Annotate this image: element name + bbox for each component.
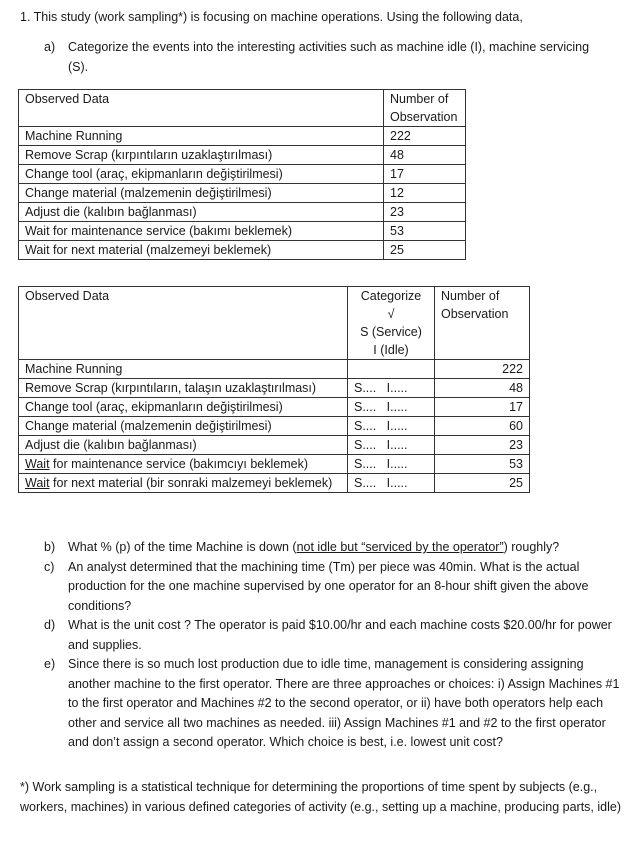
row-label: Change tool (araç, ekipmanların değiştirilmesi) [19,398,348,417]
question-1-intro: 1. This study (work sampling*) is focusing on machine operations. Using the following data, [20,10,523,24]
table-row [19,127,466,146]
table-header-row [19,90,466,127]
header-observed-data: Observed Data [19,287,348,360]
row-value: 23 [435,436,530,455]
row-label: Machine Running [19,360,348,379]
row-label: Remove Scrap (kırpıntıların uzaklaştırılması) [19,146,384,165]
idle-mark: I..... [386,419,408,433]
observation-table-1 [18,89,466,260]
table-row [19,184,466,203]
question-c-text: An analyst determined that the machining time (Tm) per piece was 40min. What is the actual production for the one machine supervised by one operator for an 8-hour shift given the above conditions? [68,559,589,613]
idle-mark: I..... [386,381,408,395]
service-mark: S.... [354,381,377,395]
row-value: 53 [435,455,530,474]
service-mark: S.... [354,438,377,452]
row-value: 48 [435,379,530,398]
row-label: Change material (malzemenin değiştirilmesi) [19,184,384,203]
row-label: Wait for next material (malzemeyi beklemek) [19,241,384,260]
question-d-text: What is the unit cost ? The operator is paid $10.00/hr and each machine costs $20.00/hr for power and supplies. [68,618,612,652]
header-number-of-observation: Number of Observation [435,287,530,360]
question-e-label: e) [44,657,56,671]
row-label: Remove Scrap (kırpıntıların, talaşın uzaklaştırılması) [19,379,348,398]
row-value: 12 [384,184,466,203]
table-row [19,417,530,436]
header-observed-data: Observed Data [19,90,384,127]
question-d-label: d) [44,618,56,632]
table-row [19,165,466,184]
table-row [19,360,530,379]
question-b-text-pre: What % (p) of the time Machine is down ( [68,540,297,554]
row-label: Machine Running [19,127,384,146]
table-header-row [19,287,530,360]
row-value: 48 [384,146,466,165]
row-label-rest: for next material (bir sonraki malzemeyi beklemek) [49,476,333,490]
table-row [19,203,466,222]
row-value: 25 [384,241,466,260]
header-idle: I (Idle) [373,343,409,357]
row-category [348,417,435,436]
row-value: 23 [384,203,466,222]
question-b-text-post: ) roughly? [503,540,560,554]
row-category [348,436,435,455]
question-e [44,655,629,753]
row-category [348,360,435,379]
row-value: 25 [435,474,530,493]
idle-mark: I..... [386,438,408,452]
header-categorize [348,287,435,360]
questions-list [44,538,629,753]
row-value: 17 [435,398,530,417]
observation-table-2 [18,286,530,493]
table-row [19,241,466,260]
row-label-underlined: Wait [25,476,50,490]
row-label: Change material (malzemenin değiştirilmesi) [19,417,348,436]
question-a-text: Categorize the events into the interesting activities such as machine idle (I), machine servicing (S). [68,40,590,74]
table-row [19,455,530,474]
question-e-text: Since there is so much lost production due to idle time, management is considering assigning another machine to the first operator. There are three approaches or choices: i) Assign Machines #1 to the first operator and Machines #2 to the second operator, or ii) have both operators help each other and service all two machines as needed. iii) Assign Machines #1 and #2 to the first operator and don’t assign a second operator. Which choice is best, i.e. lowest unit cost? [68,657,620,749]
row-category [348,474,435,493]
table-row [19,222,466,241]
row-value: 222 [435,360,530,379]
question-b [44,538,629,558]
service-mark: S.... [354,400,377,414]
row-label-rest: for maintenance service (bakımcıyı beklemek) [49,457,308,471]
service-mark: S.... [354,476,377,490]
row-category [348,398,435,417]
question-a-label: a) [44,40,56,54]
question-b-text-underlined: not idle but “serviced by the operator” [296,540,504,554]
row-label: Change tool (araç, ekipmanların değiştirilmesi) [19,165,384,184]
question-c-label: c) [44,559,55,574]
row-category [348,379,435,398]
table-row [19,379,530,398]
row-value: 222 [384,127,466,146]
idle-mark: I..... [386,457,408,471]
header-number-of-observation: Number of Observation [384,90,466,127]
row-value: 60 [435,417,530,436]
question-a [44,38,604,77]
idle-mark: I..... [386,400,408,414]
row-label [19,474,348,493]
service-mark: S.... [354,457,377,471]
row-label: Wait for maintenance service (bakımı beklemek) [19,222,384,241]
service-mark: S.... [354,419,377,433]
row-value: 17 [384,165,466,184]
question-d [44,616,629,655]
header-categorize-label: Categorize [360,289,422,303]
table-row [19,436,530,455]
row-value: 53 [384,222,466,241]
question-c [44,558,629,617]
table-row [19,398,530,417]
row-label [19,455,348,474]
check-icon: √ [387,307,395,321]
question-b-label: b) [44,540,56,554]
header-service: S (Service) [360,325,422,339]
row-category [348,455,435,474]
footnote: *) Work sampling is a statistical technique for determining the proportions of time spent by subjects (e.g., workers, machines) in various defined categories of activity (e.g., setting up a machine, producing parts, idle) [20,780,621,814]
question-b-text [68,538,629,558]
row-label: Adjust die (kalıbın bağlanması) [19,436,348,455]
table-row [19,474,530,493]
table-row [19,146,466,165]
row-label-underlined: Wait [25,457,50,471]
idle-mark: I..... [386,476,408,490]
row-label: Adjust die (kalıbın bağlanması) [19,203,384,222]
